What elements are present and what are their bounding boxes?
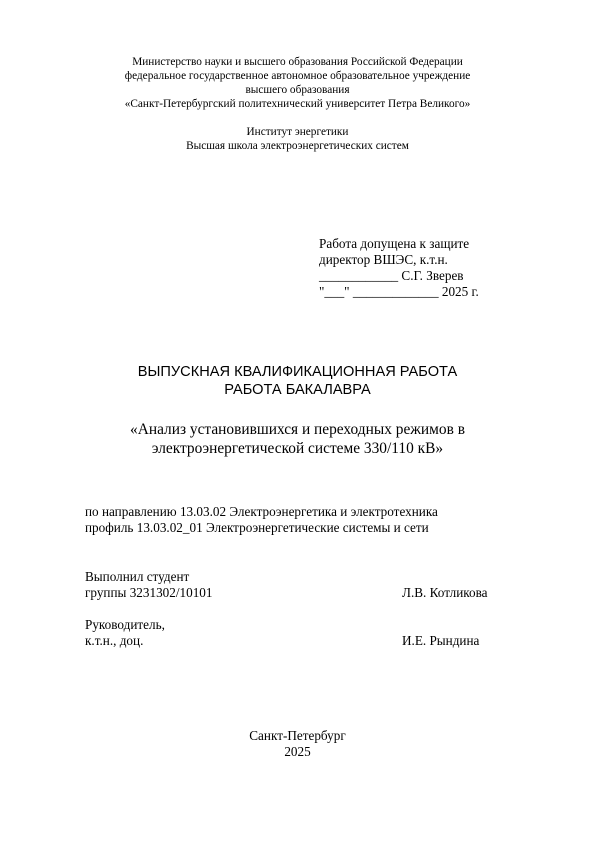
- approval-line-1: Работа допущена к защите: [319, 236, 470, 251]
- student-label: Выполнил студент: [85, 569, 190, 584]
- direction-line: по направлению 13.03.02 Электроэнергетика и электротехника: [85, 504, 438, 519]
- theme-line-1: «Анализ установившихся и переходных режимов в: [130, 421, 465, 438]
- year: 2025: [284, 744, 311, 759]
- approval-date-line: "___" _____________ 2025 г.: [319, 284, 479, 299]
- university-name: «Санкт-Петербургский политехнический университет Петра Великого»: [124, 98, 471, 110]
- supervisor-degree: к.т.н., доц.: [85, 633, 144, 648]
- work-degree-title: РАБОТА БАКАЛАВРА: [224, 382, 371, 398]
- institute-name: Институт энергетики: [246, 126, 349, 138]
- supervisor-name: И.Е. Рындина: [402, 633, 480, 648]
- work-type-title: ВЫПУСКНАЯ КВАЛИФИКАЦИОННАЯ РАБОТА: [137, 364, 458, 380]
- student-group: группы 3231302/10101: [85, 585, 213, 600]
- school-name: Высшая школа электроэнергетических систем: [186, 140, 409, 152]
- theme-line-2: электроэнергетической системе 330/110 кВ»: [151, 440, 444, 457]
- approval-signature-line: ____________ С.Г. Зверев: [319, 268, 464, 283]
- ministry-line: Министерство науки и высшего образования Российской Федерации: [132, 56, 463, 68]
- profile-line: профиль 13.03.02_01 Электроэнергетические системы и сети: [85, 520, 429, 535]
- approval-line-2: директор ВШЭС, к.т.н.: [319, 252, 448, 267]
- institution-type-line: федеральное государственное автономное образовательное учреждение: [124, 70, 471, 82]
- city-name: Санкт-Петербург: [249, 728, 346, 743]
- student-name: Л.В. Котликова: [402, 585, 488, 600]
- institution-type-line-2: высшего образования: [245, 84, 350, 96]
- supervisor-label: Руководитель,: [85, 617, 165, 632]
